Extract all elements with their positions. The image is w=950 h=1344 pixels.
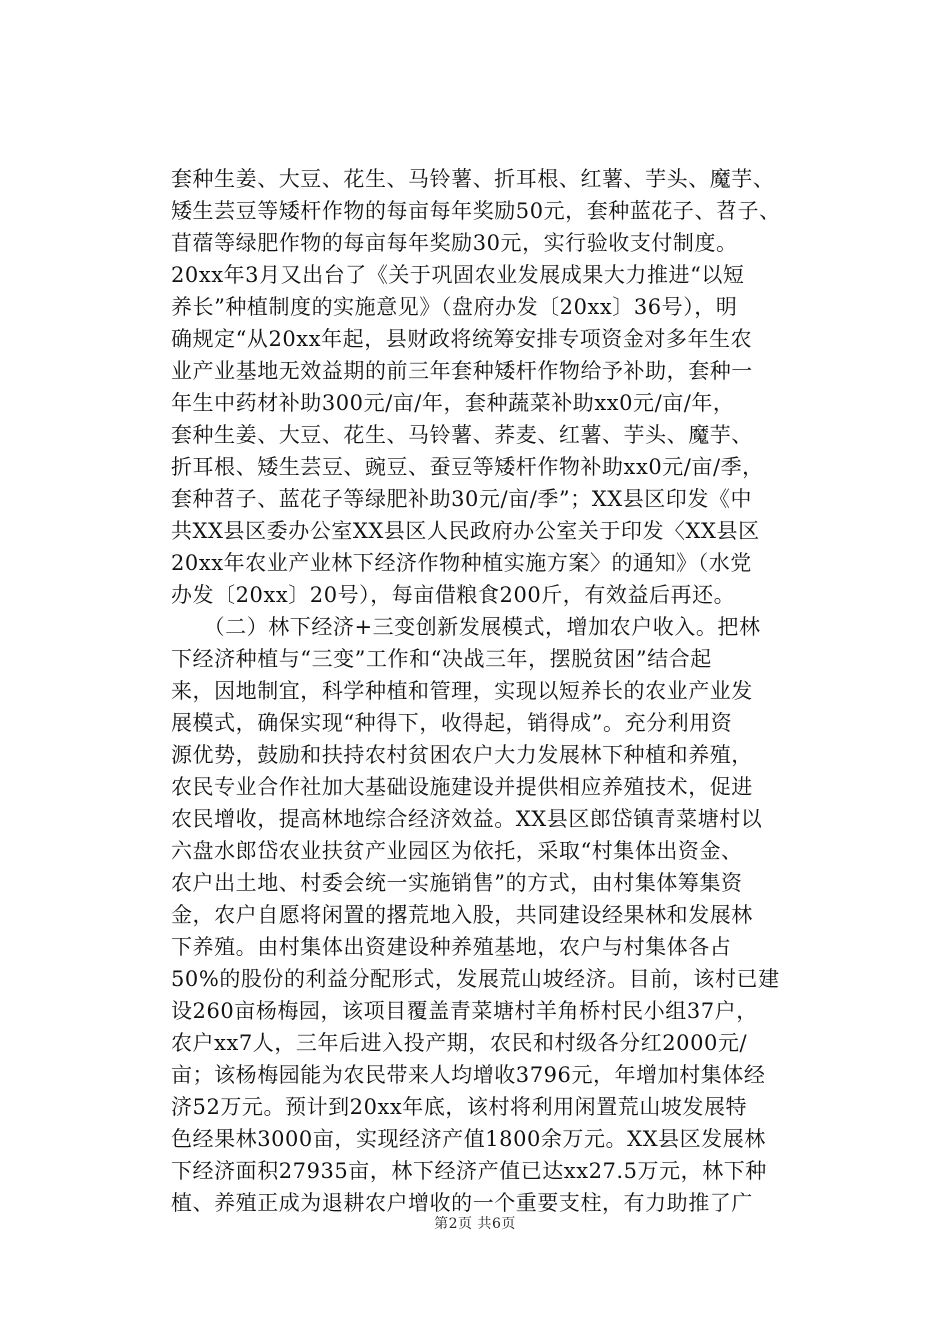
text-line: 植、养殖正成为退耕农户增收的一个重要支柱，有力助推了广 — [171, 1191, 753, 1215]
page-number-footer: 第2页 共6页 — [434, 1216, 516, 1232]
text-line: 来，因地制宜，科学种植和管理，实现以短养长的农业产业发 — [171, 679, 753, 703]
text-line: 折耳根、矮生芸豆、豌豆、蚕豆等矮杆作物补助xx0元/亩/季， — [171, 455, 764, 479]
text-line: 农民增收，提高林地综合经济效益。XX县区郎岱镇青菜塘村以 — [171, 807, 763, 831]
text-line: 源优势，鼓励和扶持农村贫困农户大力发展林下种植和养殖， — [171, 743, 753, 767]
text-line: 20xx年农业产业林下经济作物种植实施方案〉的通知》（水党 — [171, 551, 752, 575]
text-line: 色经果林3000亩，实现经济产值1800余万元。XX县区发展林 — [171, 1127, 766, 1151]
text-line: 确规定“从20xx年起，县财政将统筹安排专项资金对多年生农 — [171, 327, 753, 351]
text-line: 下经济面积27935亩，林下经济产值已达xx27.5万元，林下种 — [171, 1159, 767, 1183]
text-line: 养长”种植制度的实施意见》（盘府办发〔20xx〕36号），明 — [171, 295, 738, 319]
text-line: 农民专业合作社加大基础设施建设并提供相应养殖技术，促进 — [171, 775, 753, 799]
text-line: 金，农户自愿将闲置的撂荒地入股，共同建设经果林和发展林 — [171, 903, 753, 927]
text-line: 矮生芸豆等矮杆作物的每亩每年奖励50元，套种蓝花子、苕子、 — [171, 199, 781, 223]
text-line: 20xx年3月又出台了《关于巩固农业发展成果大力推进“以短 — [171, 263, 745, 287]
text-line: 套种生姜、大豆、花生、马铃薯、荞麦、红薯、芋头、魔芋、 — [171, 423, 753, 447]
text-line: 六盘水郎岱农业扶贫产业园区为依托，采取“村集体出资金、 — [171, 839, 743, 863]
text-line: 济52万元。预计到20xx年底，该村将利用闲置荒山坡发展特 — [171, 1095, 748, 1119]
text-line: 农户出土地、村委会统一实施销售”的方式，由村集体筹集资 — [171, 871, 743, 895]
text-line: 业产业基地无效益期的前三年套种矮杆作物给予补助，套种一 — [171, 359, 753, 383]
text-line: 套种苕子、蓝花子等绿肥补助30元/亩/季”；XX县区印发《中 — [171, 487, 753, 511]
text-line: 苜蓿等绿肥作物的每亩每年奖励30元，实行验收支付制度。 — [171, 231, 738, 255]
text-line: 农户xx7人，三年后进入投产期，农民和村级各分红2000元/ — [171, 1031, 748, 1055]
text-line: 展模式，确保实现“种得下，收得起，销得成”。充分利用资 — [171, 711, 733, 735]
text-line: 下经济种植与“三变”工作和“决战三年，摆脱贫困”结合起 — [171, 647, 712, 671]
text-line: 年生中药材补助300元/亩/年，套种蔬菜补助xx0元/亩/年， — [171, 391, 735, 415]
text-line: 下养殖。由村集体出资建设种养殖基地，农户与村集体各占 — [171, 935, 732, 959]
text-line: 亩；该杨梅园能为农民带来人均增收3796元，年增加村集体经 — [171, 1063, 766, 1087]
text-line: 共XX县区委办公室XX县区人民政府办公室关于印发〈XX县区 — [171, 519, 760, 543]
text-line: 套种生姜、大豆、花生、马铃薯、折耳根、红薯、芋头、魔芋、 — [171, 167, 775, 191]
text-line: 设260亩杨梅园，该项目覆盖青菜塘村羊角桥村民小组37户， — [171, 999, 758, 1023]
section-heading-line: （二）林下经济+三变创新发展模式，增加农户收入。把林 — [171, 615, 761, 639]
text-line: 50%的股份的利益分配形式，发展荒山坡经济。目前，该村已建 — [171, 967, 780, 991]
body-text — [171, 163, 861, 1219]
text-line: 办发〔20xx〕20号），每亩借粮食200斤，有效益后再还。 — [171, 583, 736, 607]
